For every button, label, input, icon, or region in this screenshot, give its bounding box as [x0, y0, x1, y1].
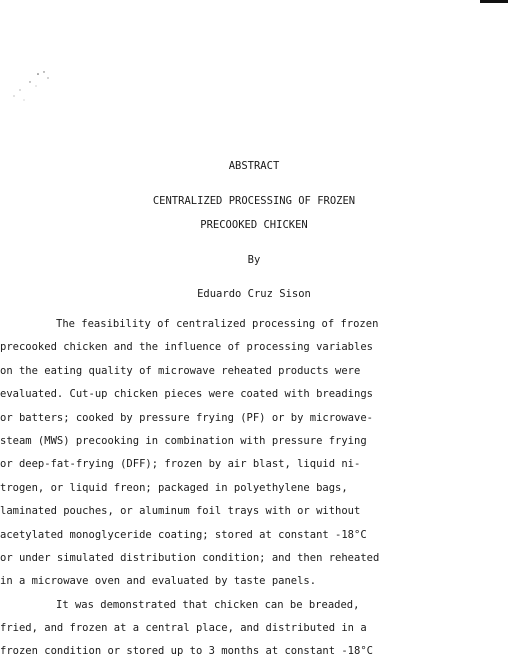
body-line: It was demonstrated that chicken can be breaded,: [56, 598, 360, 611]
body-line: steam (MWS) precooking in combination with pressure frying: [0, 434, 367, 447]
abstract-heading: ABSTRACT: [228, 160, 280, 172]
author-name: Eduardo Cruz Sison: [197, 288, 311, 300]
body-line: precooked chicken and the influence of processing variables: [0, 341, 373, 354]
body-line: in a microwave oven and evaluated by taste panels.: [0, 575, 317, 588]
body-line: evaluated. Cut-up chicken pieces were coated with breadings: [0, 388, 373, 401]
body-line: acetylated monoglyceride coating; stored at constant -18°C: [0, 528, 367, 541]
page-edge-mark: [480, 0, 508, 3]
byline: By: [247, 254, 261, 266]
body-line: on the eating quality of microwave reheated products were: [0, 364, 361, 377]
body-line: or deep-fat-frying (DFF); frozen by air blast, liquid ni-: [0, 458, 361, 471]
abstract-body: [0, 313, 470, 664]
body-line: or under simulated distribution condition; and then reheated: [0, 551, 380, 564]
body-line: fried, and frozen at a central place, and distributed in a: [0, 622, 367, 635]
title-line-1: CENTRALIZED PROCESSING OF FROZEN: [152, 195, 356, 207]
scan-speckle-marks: [8, 66, 58, 106]
body-line: trogen, or liquid freon; packaged in polyethylene bags,: [0, 481, 348, 494]
body-line: laminated pouches, or aluminum foil trays with or without: [0, 505, 361, 518]
title-line-2: PRECOOKED CHICKEN: [200, 219, 308, 231]
body-line: or batters; cooked by pressure frying (PF) or by microwave-: [0, 411, 373, 424]
body-line: frozen condition or stored up to 3 months at constant -18°C: [0, 645, 373, 658]
body-line: The feasibility of centralized processing of frozen: [56, 318, 379, 330]
